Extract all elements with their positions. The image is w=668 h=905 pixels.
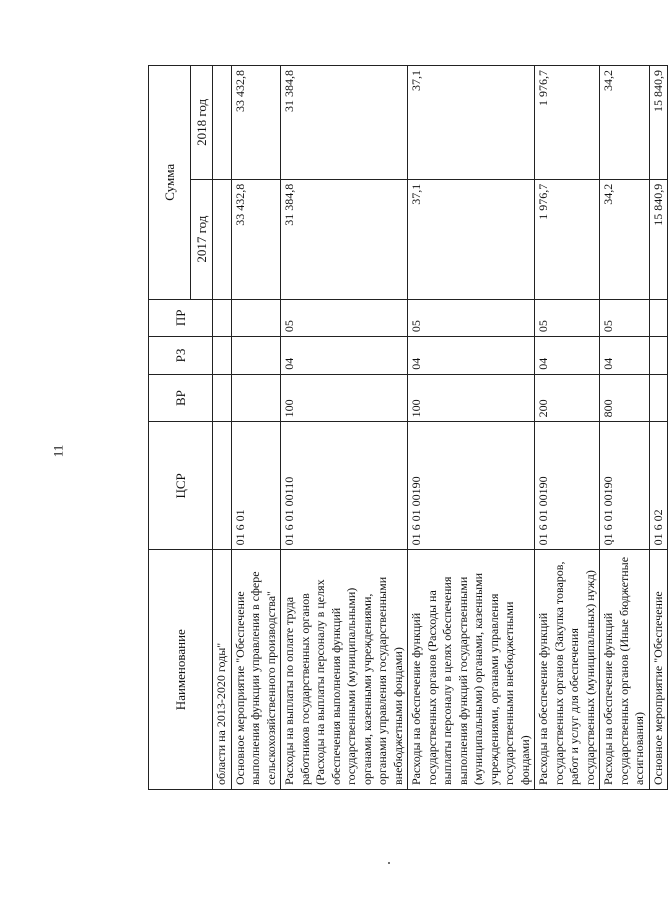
cell-vr: 800	[600, 374, 650, 422]
table-row	[213, 66, 232, 790]
cell-2017	[213, 179, 232, 299]
header-csr: ЦСР	[149, 422, 213, 550]
cell-name: Расходы на выплаты по оплате труда работников государственных органов (Расходы на выплаты персоналу в целях обеспечения выполнения функций государственными (муниципальными) органами, казенными учреждениями, органами управления государственными внебюджетными фондами)	[281, 550, 408, 790]
cell-csr: 01 6 01	[231, 422, 281, 550]
cell-vr: 100	[281, 374, 408, 422]
cell-2018: 33 432,8	[231, 66, 281, 180]
cell-2017: 15 840,9	[649, 179, 668, 299]
cell-vr	[213, 374, 232, 422]
cell-rz	[213, 337, 232, 375]
cell-2018: 34,2	[600, 66, 650, 180]
cell-csr: 01 6 02	[649, 422, 668, 550]
header-name: Наименование	[149, 550, 213, 790]
cell-rz: 04	[600, 337, 650, 375]
cell-name: Основное мероприятие "Обеспечение	[649, 550, 668, 790]
scan-speck	[388, 862, 390, 864]
header-pr: ПР	[149, 299, 213, 337]
cell-2017: 31 384,8	[281, 179, 408, 299]
cell-pr: 05	[408, 299, 535, 337]
header-rz: РЗ	[149, 337, 213, 375]
cell-rz: 04	[281, 337, 408, 375]
cell-csr: 01 6 01 00190	[408, 422, 535, 550]
cell-name: области на 2013-2020 годы"	[213, 550, 232, 790]
cell-csr: 01 6 01 00190	[535, 422, 600, 550]
cell-2018	[213, 66, 232, 180]
cell-vr	[231, 374, 281, 422]
budget-table	[148, 65, 668, 790]
cell-2018: 1 976,7	[535, 66, 600, 180]
cell-name: Расходы на обеспечение функций государственных органов (Иные бюджетные ассигнования)	[600, 550, 650, 790]
cell-pr: 05	[281, 299, 408, 337]
cell-csr: 01 6 01 00110	[281, 422, 408, 550]
header-year-2018: 2018 год	[191, 66, 213, 180]
cell-name: Расходы на обеспечение функций государственных органов (Закупка товаров, работ и услуг для обеспечения государственных (муниципальных) нужд)	[535, 550, 600, 790]
cell-name: Основное мероприятие "Обеспечение выполнения функции управления в сфере сельскохозяйственного производства"	[231, 550, 281, 790]
header-row	[149, 66, 191, 790]
page-number: 11	[50, 444, 66, 458]
table-row	[600, 66, 650, 790]
cell-vr: 200	[535, 374, 600, 422]
cell-rz	[231, 337, 281, 375]
cell-vr	[649, 374, 668, 422]
table-body	[213, 66, 668, 790]
header-sum: Сумма	[149, 66, 191, 300]
table-row	[649, 66, 668, 790]
header-year-2017: 2017 год	[191, 179, 213, 299]
cell-csr	[213, 422, 232, 550]
cell-2018: 37,1	[408, 66, 535, 180]
cell-pr	[213, 299, 232, 337]
cell-rz	[649, 337, 668, 375]
table-row	[231, 66, 281, 790]
cell-name: Расходы на обеспечение функций государственных органов (Расходы на выплаты персоналу в целях обеспечения выполнения функций государственными (муниципальными) органами, казенными учреждениями, органами управления государственными внебюджетными фондами)	[408, 550, 535, 790]
cell-pr	[649, 299, 668, 337]
cell-rz: 04	[408, 337, 535, 375]
cell-vr: 100	[408, 374, 535, 422]
table-row	[535, 66, 600, 790]
cell-2018: 15 840,9	[649, 66, 668, 180]
cell-2017: 1 976,7	[535, 179, 600, 299]
cell-pr: 05	[535, 299, 600, 337]
cell-csr: 01 6 01 00190	[600, 422, 650, 550]
table-row	[408, 66, 535, 790]
cell-2017: 34,2	[600, 179, 650, 299]
header-vr: ВР	[149, 374, 213, 422]
cell-2018: 31 384,8	[281, 66, 408, 180]
cell-2017: 33 432,8	[231, 179, 281, 299]
cell-pr	[231, 299, 281, 337]
table-row	[281, 66, 408, 790]
cell-rz: 04	[535, 337, 600, 375]
cell-2017: 37,1	[408, 179, 535, 299]
rotated-page-content	[148, 65, 665, 790]
cell-pr: 05	[600, 299, 650, 337]
